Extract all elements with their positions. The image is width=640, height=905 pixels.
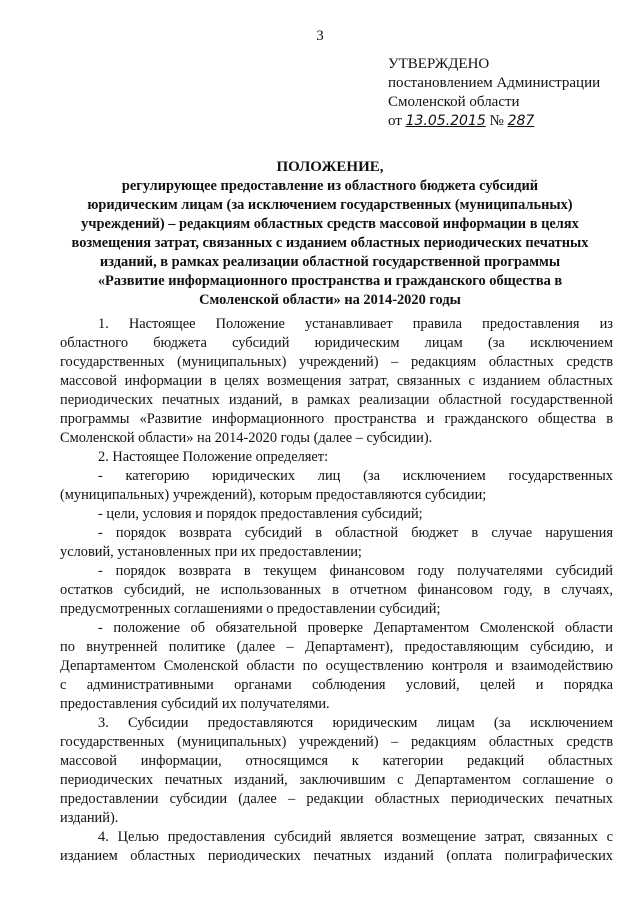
document-body: [60, 315, 613, 866]
approval-line: постановлением Администрации: [388, 75, 601, 91]
body-line: изданием областных периодических печатных изданий (оплата полиграфических: [60, 848, 613, 864]
body-line: государственных (муниципальных) учреждений) – редакциям областных средств: [60, 354, 613, 370]
title-line: «Развитие информационного пространства и гражданского общества в: [97, 273, 563, 289]
approval-date-line: [388, 112, 600, 131]
body-line: массовой информации в целях возмещения затрат, связанных с изданием областных: [60, 373, 613, 389]
body-line: Департаментом Смоленской области по осуществлению контроля и взаимодействию: [60, 658, 613, 674]
body-line: предусмотренных соглашениями о предоставлении субсидий;: [60, 601, 441, 617]
title-line: учреждений) – редакциям областных средств массовой информации в целях: [81, 216, 579, 232]
body-line: - цели, условия и порядок предоставления субсидий;: [98, 506, 423, 522]
approval-line: Смоленской области: [388, 94, 520, 110]
title-line: возмещения затрат, связанных с изданием областных периодических печатных: [71, 235, 589, 251]
title-heading: ПОЛОЖЕНИЕ,: [276, 159, 384, 175]
body-line: массовой информации, относящимся к категории редакций областных: [60, 753, 613, 769]
document-title: [60, 158, 600, 310]
body-line: с административными органами соблюдения условий, целей и порядка: [60, 677, 613, 693]
body-line: 4. Целью предоставления субсидий является возмещение затрат, связанных с: [98, 829, 613, 845]
body-line: - порядок возврата субсидий в областной бюджет в случае нарушения: [98, 525, 613, 541]
body-line: условий, установленных при их предоставлении;: [60, 544, 362, 560]
body-line: по внутренней политике (далее – Департамент), предоставляющим субсидию, и: [60, 639, 613, 655]
title-line: юридическим лицам (за исключением государственных (муниципальных): [87, 197, 573, 213]
body-line: 2. Настоящее Положение определяет:: [98, 449, 329, 465]
body-line: программы «Развитие информационного пространства и гражданского общества в: [60, 411, 613, 427]
body-line: 3. Субсидии предоставляются юридическим лицам (за исключением: [98, 715, 613, 731]
body-line: государственных (муниципальных) учреждений) – редакциям областных средств: [60, 734, 613, 750]
body-line: - порядок возврата в текущем финансовом году получателями субсидий: [98, 563, 613, 579]
handwritten-date: 13.05.2015: [405, 113, 486, 129]
body-line: предоставлении субсидии (далее – редакции областных периодических печатных: [60, 791, 613, 807]
title-line: Смоленской области» на 2014-2020 годы: [199, 292, 461, 308]
body-line: - положение об обязательной проверке Департаментом Смоленской области: [98, 620, 613, 636]
body-line: периодических печатных изданий, заключившим с Департаментом соглашение о: [60, 772, 613, 788]
page-number: 3: [316, 28, 324, 44]
title-line: регулирующее предоставление из областного бюджета субсидий: [121, 178, 539, 194]
title-line: изданий, в рамках реализации областной государственной программы: [99, 254, 561, 270]
body-line: изданий).: [60, 810, 119, 826]
body-line: 1. Настоящее Положение устанавливает правила предоставления из: [98, 316, 613, 332]
approval-heading: УТВЕРЖДЕНО: [388, 56, 490, 72]
date-prefix: от: [388, 113, 402, 129]
body-line: областного бюджета субсидий юридическим лицам (за исключением: [60, 335, 613, 351]
body-line: предоставления субсидий их получателями.: [60, 696, 330, 712]
body-line: остатков субсидий, не использованных в отчетном финансовом году, в случаях,: [60, 582, 613, 598]
approval-stamp: [388, 55, 600, 131]
body-line: Смоленской области» на 2014-2020 годы (далее – субсидии).: [60, 430, 433, 446]
handwritten-number: 287: [507, 113, 535, 129]
body-line: - категорию юридических лиц (за исключением государственных: [98, 468, 613, 484]
body-line: периодических печатных изданий, в рамках реализации областной государственной: [60, 392, 613, 408]
number-sign: №: [489, 113, 504, 129]
body-line: (муниципальных) учреждений), которым предоставляются субсидии;: [60, 487, 487, 503]
